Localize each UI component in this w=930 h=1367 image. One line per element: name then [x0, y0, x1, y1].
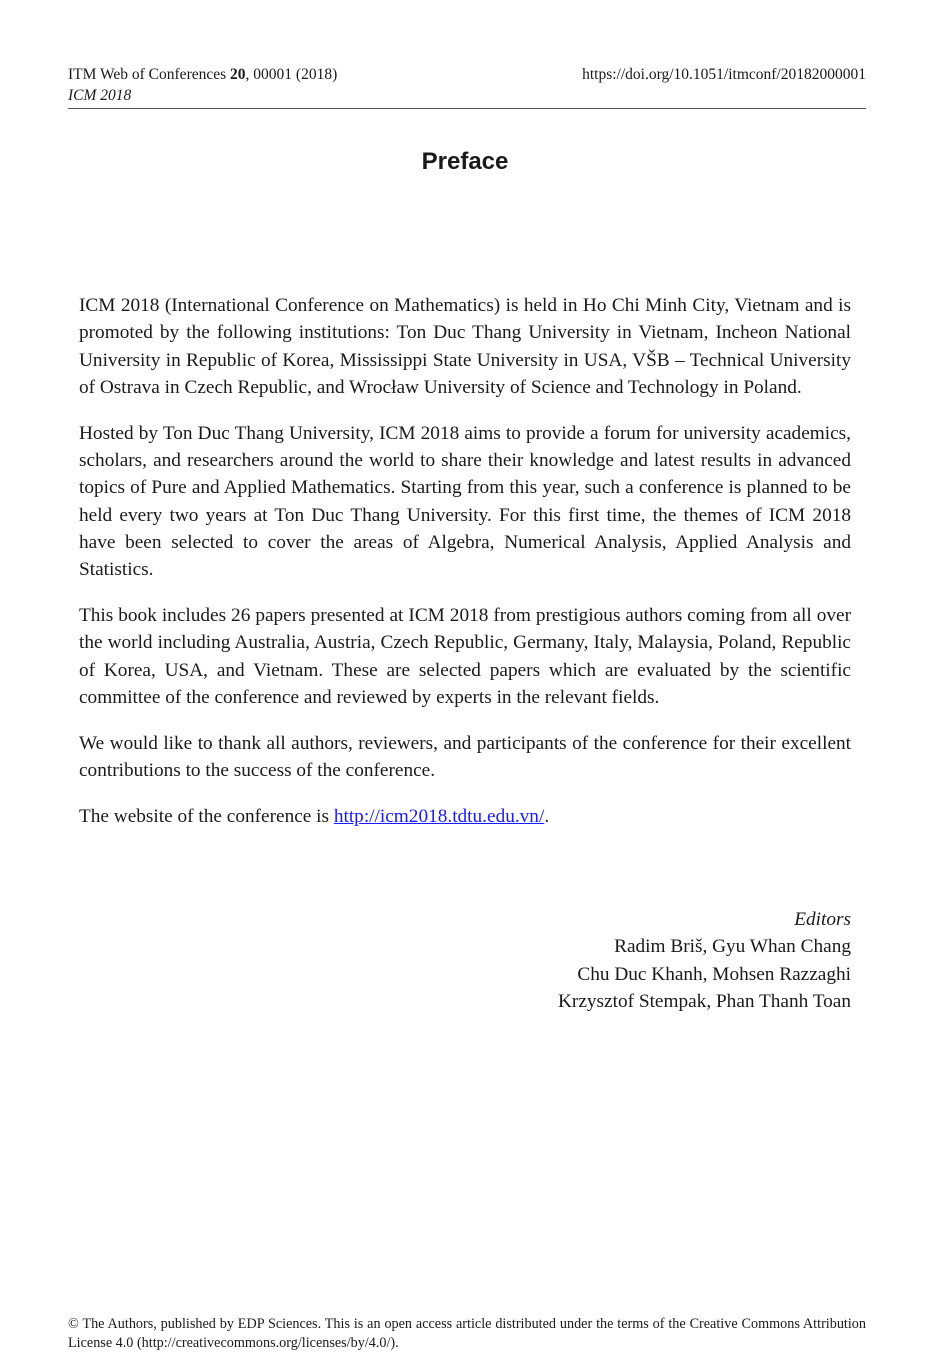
preface-body — [79, 292, 851, 849]
license-footer: © The Authors, published by EDP Sciences. This is an open access article distributed under the terms of the Creative Commons Attribution License 4.0 (http://creativecommons.org/licenses/by/4.0/). — [68, 1316, 866, 1351]
paragraph-3: This book includes 26 papers presented at ICM 2018 from prestigious authors coming from all over the world including Australia, Austria, Czech Republic, Germany, Italy, Malaysia, Poland, Republic of Korea, USA, and Vietnam. These are selected papers which are evaluated by the scientific committee of the conference and reviewed by experts in the relevant fields. — [79, 604, 851, 708]
paragraph-1: ICM 2018 (International Conference on Mathematics) is held in Ho Chi Minh City, Vietnam and is promoted by the following institutions: Ton Duc Thang University in Vietnam, Incheon National University in Republic of Korea, Mississippi State University in USA, VŠB – Technical University of Ostrava in Czech Republic, and Wrocław University of Science and Technology in Poland. — [79, 295, 851, 398]
editors-line: Krzysztof Stempak, Phan Thanh Toan — [558, 990, 851, 1012]
editors-line: Radim Briš, Gyu Whan Chang — [614, 936, 851, 958]
page-header — [68, 64, 866, 106]
conference-website-link[interactable]: http://icm2018.tdtu.edu.vn/ — [333, 805, 545, 827]
article-info: , 00001 (2018) — [245, 66, 338, 83]
website-suffix: . — [544, 805, 550, 827]
journal-citation — [68, 64, 337, 85]
conference-label: ICM 2018 — [68, 87, 132, 104]
doi-link[interactable]: https://doi.org/10.1051/itmconf/20182000001 — [582, 66, 866, 83]
header-row — [68, 64, 866, 85]
website-paragraph — [79, 803, 851, 830]
header-divider — [68, 108, 866, 109]
editors-line: Chu Duc Khanh, Mohsen Razzaghi — [577, 963, 851, 985]
journal-prefix: ITM Web of Conferences — [68, 66, 231, 83]
editors-heading: Editors — [794, 909, 851, 930]
paragraph-4: We would like to thank all authors, reviewers, and participants of the conference for their excellent contributions to the success of the conference. — [79, 732, 851, 781]
website-prefix: The website of the conference is — [79, 805, 334, 827]
page-title: Preface — [421, 148, 509, 175]
paragraph-2: Hosted by Ton Duc Thang University, ICM 2018 aims to provide a forum for university academics, scholars, and researchers around the world to share their knowledge and latest results in advanced topics of Pure and Applied Mathematics. Starting from this year, such a conference is planned to be held every two years at Ton Duc Thang University. For this first time, the themes of ICM 2018 have been selected to cover the areas of Algebra, Numerical Analysis, Applied Analysis and Statistics. — [79, 422, 851, 581]
volume-number: 20 — [230, 66, 246, 83]
editors-block — [558, 906, 851, 1015]
